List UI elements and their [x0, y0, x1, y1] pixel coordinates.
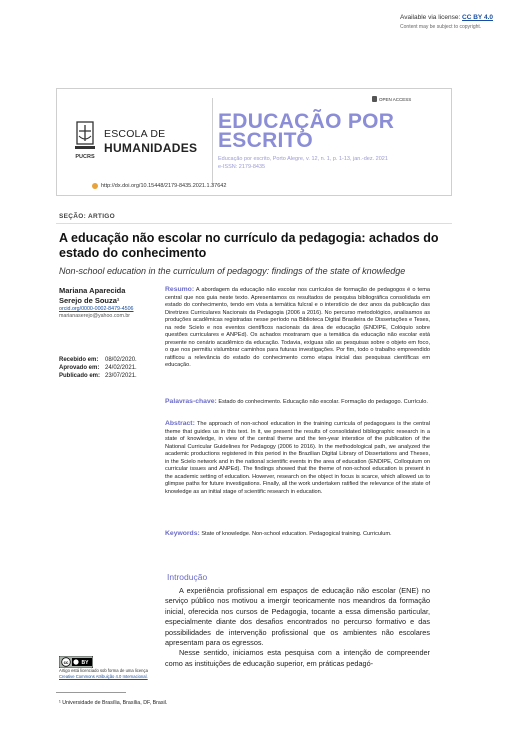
abstract-portuguese	[165, 286, 430, 370]
doi-icon	[92, 183, 98, 189]
author-name-line1: Mariana Aparecida	[59, 286, 126, 295]
author-name-line2: Serejo de Souza¹	[59, 295, 120, 305]
svg-text:BY: BY	[81, 660, 89, 666]
abstract-text: The approach of non-school education in the training curricula of pedagogues is the central theme that guides us in this text. In it, we present the results of consolidated bibliographic research in a state of knowledge, in view of the central theme and the ten-year interstice of the publication of the National Curricular Guidelines for Pedagogy (2006 to 2016). In the methodological path, we analyzed the academic productions registered in this period in the Brazilian Digital Library of Dissertations and Theses, in the Scielo network and in the national scientific events in the area of education (ENDIPE, Colloquium on curricular issues and ANPEd). The findings showed that the theme of non-school education is present in the academic setting of education. However, research on the object in focus is scarce, which allowed us to glimpse paths for future investigations. Finally, all the work undertaken ratified the relevance of the state of knowledge as an initial stage of scientific research in education.	[165, 421, 431, 495]
abstract-english	[165, 420, 430, 496]
date-published	[59, 372, 137, 380]
footnote: ¹ Universidade de Brasília, Brasília, DF, Brasil.	[59, 700, 168, 706]
journal-title-line2: ESCRITO	[218, 129, 314, 152]
keywords-text: State of knowledge. Non-school education. Pedagogical training. Curriculum.	[201, 531, 392, 537]
journal-title	[218, 112, 418, 150]
author-name	[59, 286, 125, 305]
footnote-divider	[56, 692, 126, 693]
open-access-label: OPEN ACCESS	[379, 96, 412, 102]
author-email[interactable]: marianaserejo@yahoo.com.br	[59, 313, 131, 319]
license-prefix: Available via license:	[400, 14, 463, 21]
paragraph: Nesse sentido, iniciamos esta pesquisa com a intenção de compreender como as instituições de educação superior, em práticas pedagó-	[165, 648, 430, 668]
section-divider	[56, 223, 452, 224]
date-label: Aprovado em:	[59, 365, 100, 371]
author-orcid-link[interactable]: orcid.org/0000-0002-8479-4506	[59, 306, 134, 312]
keywords-label: Keywords:	[165, 530, 200, 537]
date-value: 08/02/2020.	[105, 357, 137, 363]
cc-license-link[interactable]: Creative Commons Atribuição 4.0 Internacional.	[59, 673, 148, 679]
logo-caption: PUCRS	[75, 154, 95, 160]
date-label: Recebido em:	[59, 357, 99, 363]
date-value: 24/02/2021.	[105, 365, 137, 371]
cc-by-icon	[59, 656, 93, 668]
keywords-portuguese	[165, 398, 430, 407]
journal-citation: Educação por escrito, Porto Alegre, v. 12, n. 1, p. 1-13, jan.-dez. 2021	[218, 156, 388, 162]
article-title-english: Non-school education in the curriculum of pedagogy: findings of the state of knowledge	[59, 266, 406, 276]
keywords-english	[165, 530, 430, 539]
journal-issn: e-ISSN: 2179-8435	[218, 164, 266, 170]
date-label: Publicado em:	[59, 373, 101, 379]
article-title: A educação não escolar no currículo da pedagogia: achados do estado do conhecimento	[59, 231, 439, 260]
cc-text: Artigo está licenciado sob forma de uma licença	[59, 668, 148, 673]
abstract-label: Resumo:	[165, 286, 195, 293]
article-dates	[59, 356, 137, 380]
open-access-badge	[372, 96, 411, 102]
paragraph: A experiência profissional em espaços de educação não escolar (ENE) no serviço público nos motivou a imergir teoricamente nos meandros da formação inicial, oferecida nos cursos de Pedagogia, tocante a essa dimensão particular, especialmente diante dos desafios encontrados no percurso formativo e das possibilidades de intervenção profissional que os ambientes não escolares apresentam para os egressos.	[165, 586, 430, 648]
abstract-label: Abstract:	[165, 420, 195, 427]
doi-link[interactable]	[92, 183, 226, 189]
date-received	[59, 356, 137, 364]
date-value: 23/07/2021.	[105, 373, 137, 379]
journal-title-line1: EDUCAÇÃO POR	[218, 110, 395, 133]
journal-info	[218, 155, 388, 171]
section-label: SEÇÃO: ARTIGO	[59, 213, 116, 220]
svg-text:cc: cc	[63, 659, 69, 665]
keywords-text: Estado do conhecimento. Educação não escolar. Formação do pedagogo. Currículo.	[218, 399, 428, 405]
license-link[interactable]: CC BY 4.0	[462, 14, 493, 21]
logo-text-line1: ESCOLA DE	[104, 128, 166, 140]
cc-license-text	[59, 668, 159, 679]
open-lock-icon	[372, 96, 377, 102]
keywords-label: Palavras-chave:	[165, 398, 217, 405]
copyright-note: Content may be subject to copyright.	[400, 24, 482, 30]
doi-text[interactable]: http://dx.doi.org/10.15448/2179-8435.2021.1.37642	[101, 183, 227, 189]
date-approved	[59, 364, 137, 372]
pucrs-crest-icon	[72, 120, 98, 162]
introduction-heading: Introdução	[167, 572, 208, 582]
logo-text-line2: HUMANIDADES	[104, 141, 198, 155]
header-divider	[212, 98, 213, 186]
license-notice	[400, 14, 493, 30]
introduction-body	[165, 586, 430, 669]
abstract-text: A abordagem da educação não escolar nos currículos de formação de pedagogos é o tema central que nos guia neste texto. Apresentamos os resultados de pesquisa bibliográfica consolidada em estado do conhecimento, tendo em vista a temática fulcral e o interstício de dez anos da publicação das Diretrizes Curriculares Nacionais da Pedagogia (2006 a 2016). No percurso metodológico, analisamos as produções acadêmicas registradas nesse período na Biblioteca Digital Brasileira de Dissertações e Teses, na rede Scielo e nos eventos científicos nacionais da área de educação (ENDIPE, Colóquio sobre questões curriculares e ANPEd). Os achados mostraram que a temática da educação não escolar está presente no cenário acadêmico da educação. Todavia, exíguas são as pesquisas sobre o objeto em foco, o que nos permitiu vislumbrar caminhos para futuras investigações. Por fim, todo o trabalho empreendido ratificou a relevância do estado do conhecimento como etapa inicial das pesquisas científicas em educação.	[165, 287, 430, 369]
